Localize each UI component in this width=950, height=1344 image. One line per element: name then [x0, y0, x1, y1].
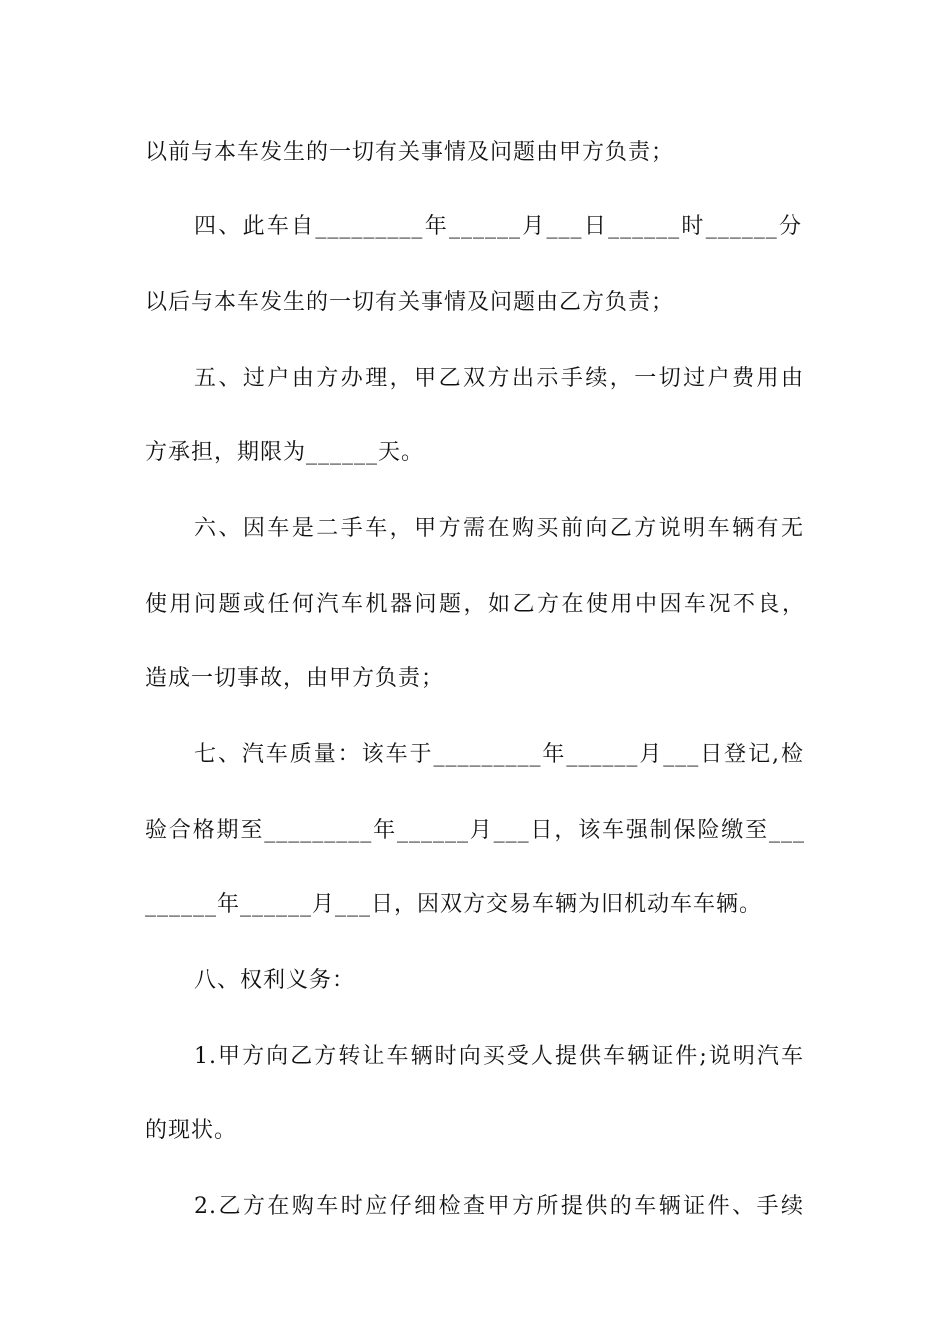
text-line-11: ______年______月___日，因双方交易车辆为旧机动车车辆。 — [145, 892, 763, 917]
text-line-7: 使用问题或任何汽车机器问题，如乙方在使用中因车况不良， — [145, 592, 805, 617]
text-line-2: 四、此车自_________年______月___日______时______分 — [194, 214, 802, 239]
text-line-6: 六、因车是二手车，甲方需在购买前向乙方说明车辆有无 — [194, 516, 804, 541]
text-line-9: 七、汽车质量：该车于_________年______月___日登记,检 — [194, 742, 804, 767]
text-line-14: 的现状。 — [145, 1118, 238, 1143]
text-line-4: 五、过户由方办理，甲乙双方出示手续，一切过户费用由 — [194, 366, 804, 391]
text-line-5: 方承担，期限为______天。 — [145, 440, 425, 465]
text-line-12: 八、权利义务： — [194, 968, 356, 993]
text-line-3: 以后与本车发生的一切有关事情及问题由乙方负责； — [145, 290, 675, 315]
text-line-1: 以前与本车发生的一切有关事情及问题由甲方负责； — [145, 140, 675, 165]
text-line-13: 1.甲方向乙方转让车辆时向买受人提供车辆证件;说明汽车 — [194, 1044, 804, 1069]
text-line-10: 验合格期至_________年______月___日，该车强制保险缴至___ — [145, 818, 805, 843]
text-line-15: 2.乙方在购车时应仔细检查甲方所提供的车辆证件、手续 — [194, 1194, 804, 1219]
text-line-8: 造成一切事故，由甲方负责； — [145, 666, 445, 691]
